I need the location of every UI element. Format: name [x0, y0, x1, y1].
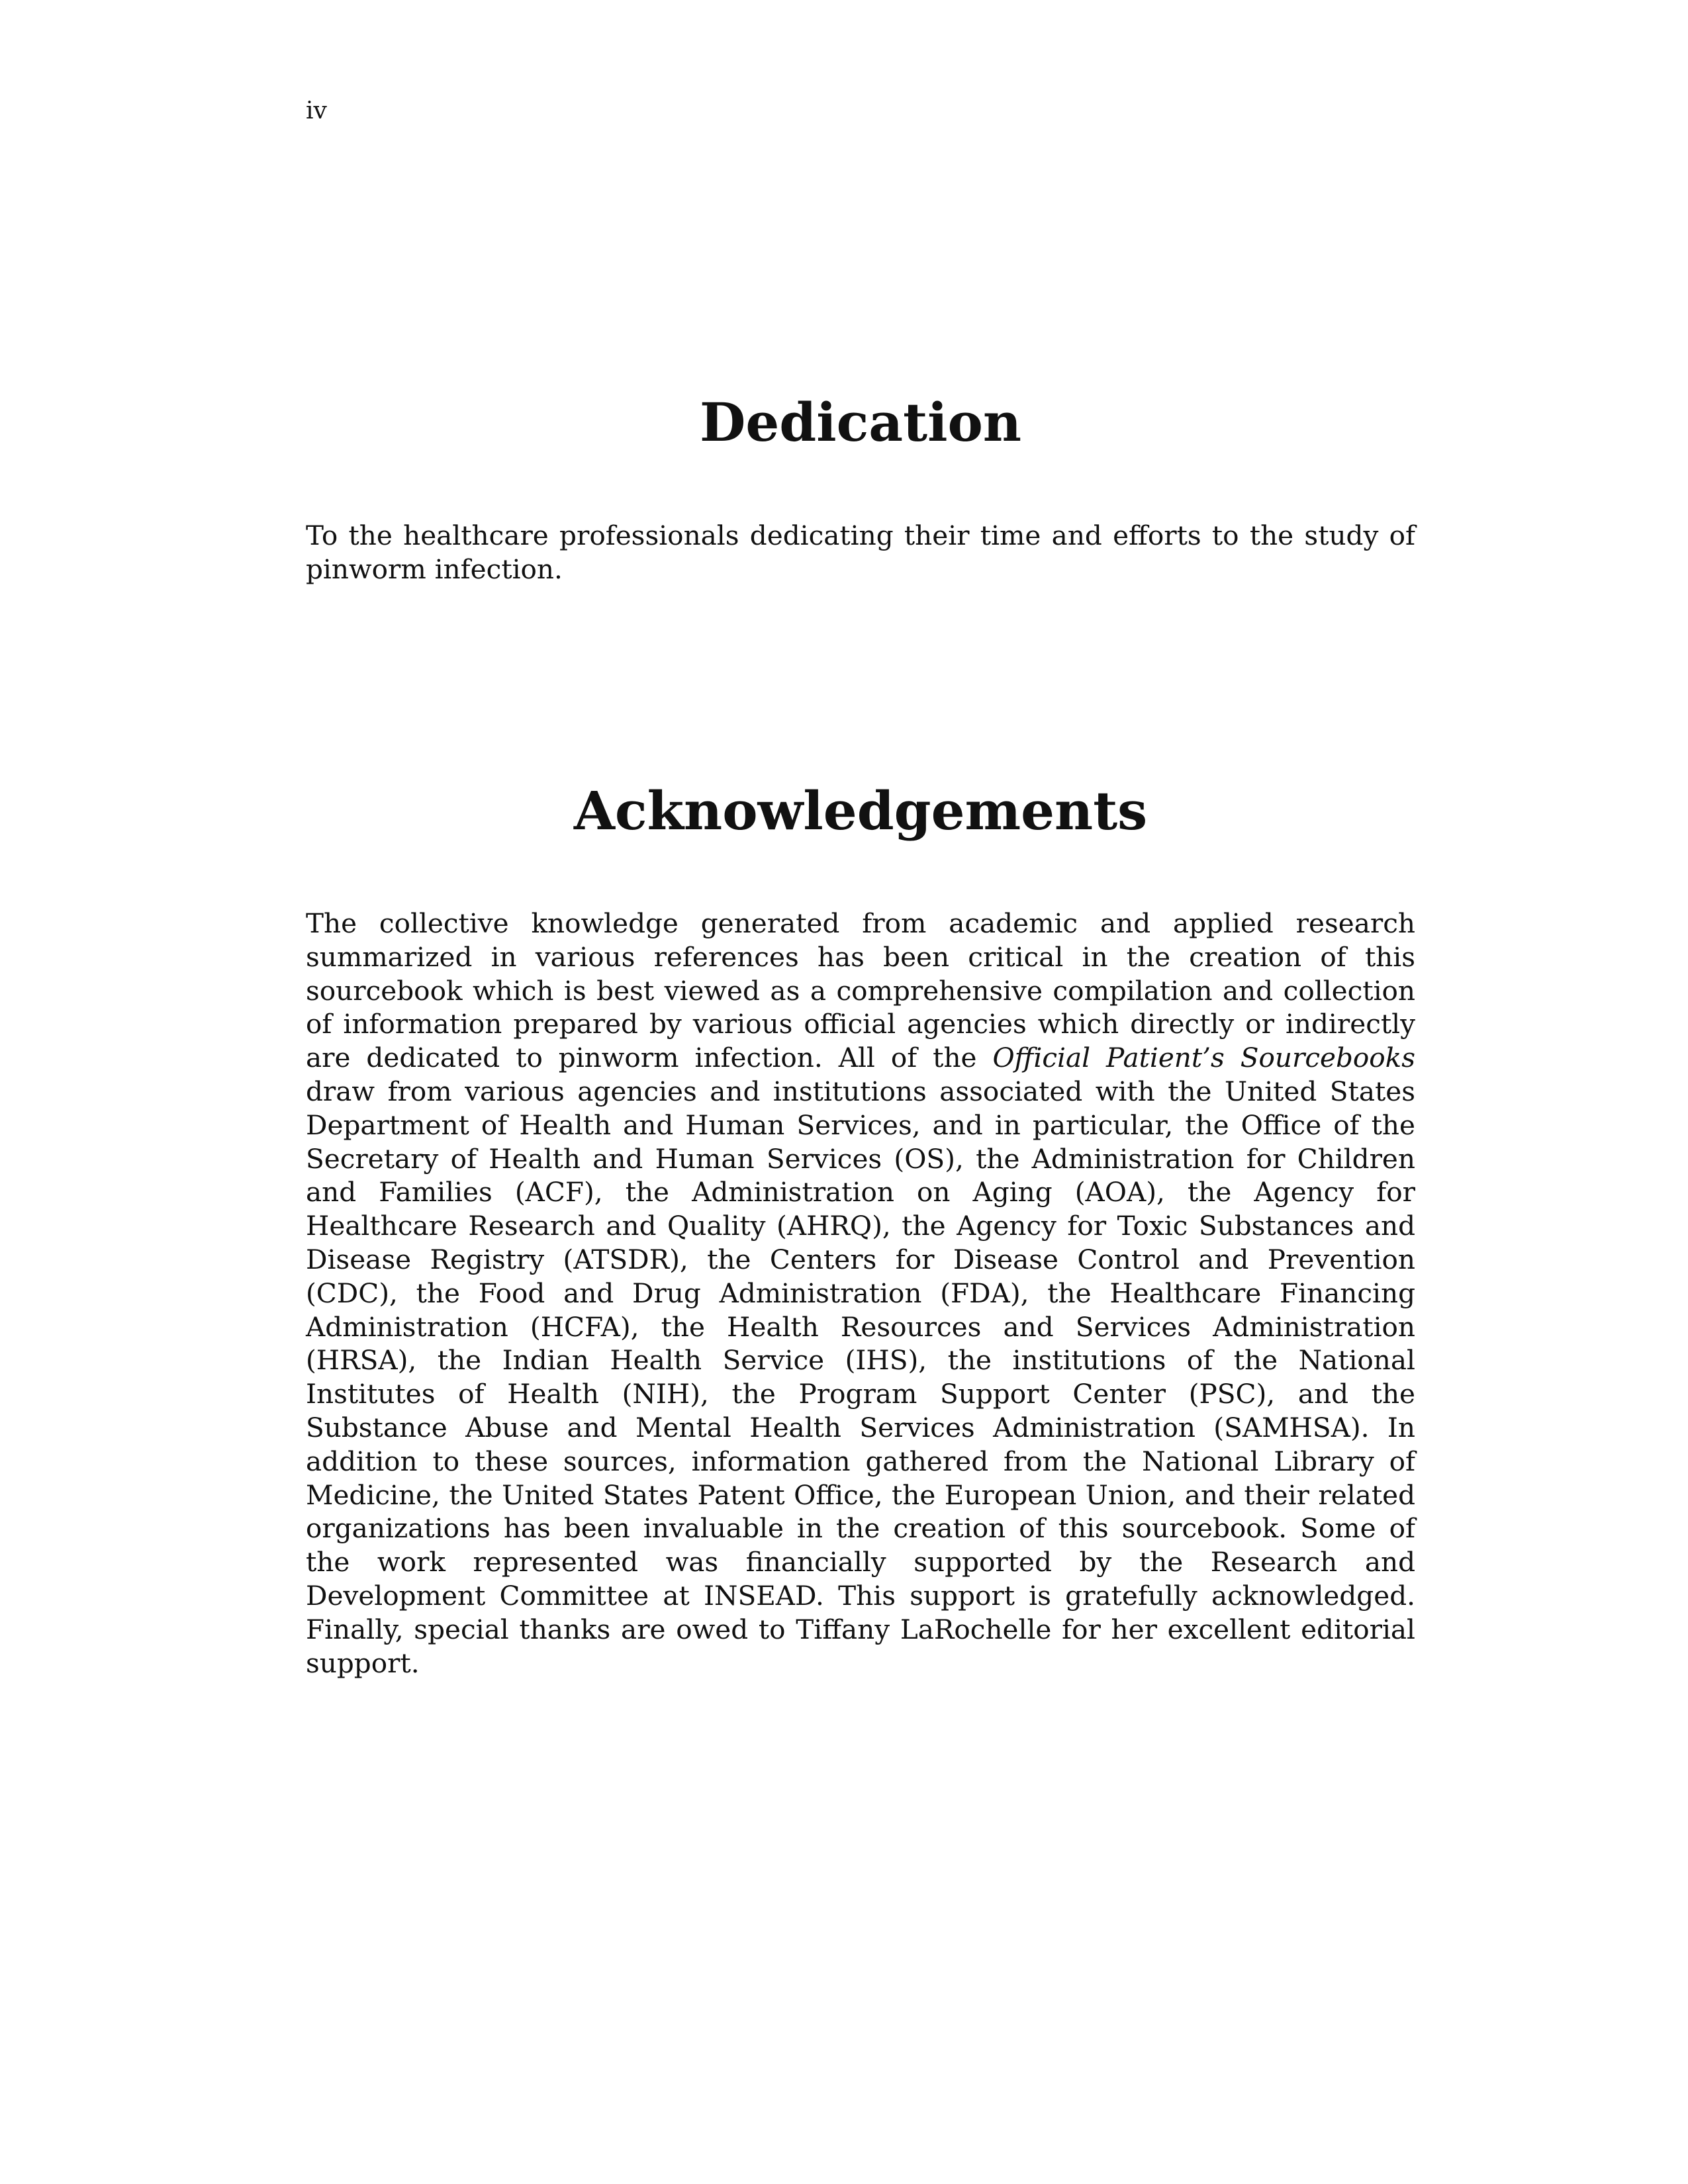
dedication-title: Dedication: [699, 391, 1021, 453]
acknowledgements-text-part-1: The collective knowledge generated from academic and applied research summarized in various references has been critical in the creation of this sourcebook which is best viewed as a comprehensive compilation and collection of information prepared by various official agencies which directly or indirectly are dedicated to pinworm infection. All of the: [306, 907, 1415, 1074]
acknowledgements-text: [306, 907, 1415, 1680]
dedication-text: To the healthcare professionals dedicating their time and efforts to the study of pinworm infection.: [306, 520, 1415, 585]
page-number: iv: [306, 97, 327, 124]
acknowledgements-text-part-2: draw from various agencies and institutions associated with the United States Department of Health and Human Services, and in particular, the Office of the Secretary of Health and Human Services (OS), the Administration for Children and Families (ACF), the Administration on Aging (AOA), the Agency for Healthcare Research and Quality (AHRQ), the Agency for Toxic Substances and Disease Registry (ATSDR), the Centers for Disease Control and Prevention (CDC), the Food and Drug Administration (FDA), the Healthcare Financing Administration (HCFA), the Health Resources and Services Administration (HRSA), the Indian Health Service (IHS), the institutions of the National Institutes of Health (NIH), the Program Support Center (PSC), and the Substance Abuse and Mental Health Services Administration (SAMHSA). In addition to these sources, information gathered from the National Library of Medicine, the United States Patent Office, the European Union, and their related organizations has been invaluable in the creation of this sourcebook. Some of the work represented was financially supported by the Research and Development Committee at INSEAD. This support is gratefully acknowledged. Finally, special thanks are owed to Tiffany LaRochelle for her excellent editorial support.: [306, 1075, 1415, 1679]
sourcebooks-series-title: Official Patient’s Sourcebooks: [992, 1042, 1416, 1074]
acknowledgements-title: Acknowledgements: [573, 780, 1148, 842]
